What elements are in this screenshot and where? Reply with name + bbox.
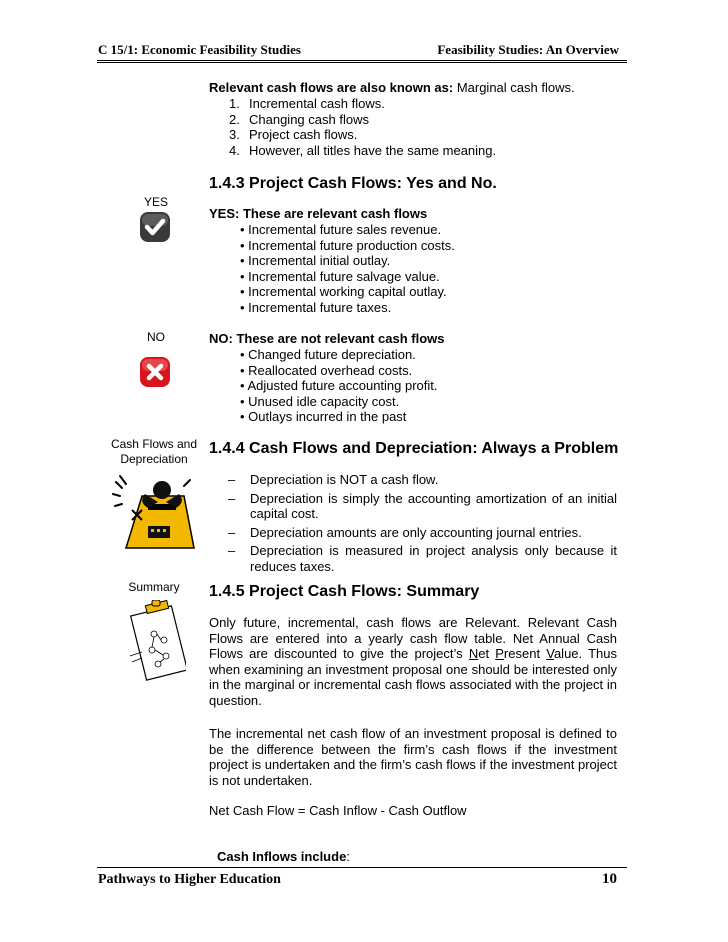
- header-left: C 15/1: Economic Feasibility Studies: [98, 42, 301, 57]
- header-right: Feasibility Studies: An Overview: [437, 42, 619, 57]
- clipboard-icon: [124, 600, 186, 682]
- list-item: 2. Changing cash flows: [229, 111, 369, 127]
- net-cash-flow-formula: Net Cash Flow = Cash Inflow - Cash Outflow: [209, 803, 467, 818]
- list-item: • Incremental initial outlay.: [240, 253, 391, 269]
- list-item: • Incremental future salvage value.: [240, 268, 440, 284]
- header-rule: [97, 60, 627, 63]
- list-item: – Depreciation is measured in project analysis only because it reduces taxes.: [228, 543, 617, 574]
- footer-left: Pathways to Higher Education: [98, 872, 281, 887]
- yes-title: YES: These are relevant cash flows: [209, 206, 428, 221]
- list-item: – Depreciation is NOT a cash flow.: [228, 472, 439, 487]
- list-item: – Depreciation is simply the accounting amortization of an initial capital cost.: [228, 490, 617, 522]
- no-title: NO: These are not relevant cash flows: [209, 331, 445, 346]
- depreciation-list: [228, 472, 617, 575]
- depreciation-side-label-line1: Cash Flows and: [110, 437, 198, 451]
- list-item: 3. Project cash flows.: [229, 127, 358, 143]
- footer-rule: [97, 867, 627, 868]
- depreciation-side-label-line2: Depreciation: [120, 452, 188, 466]
- no-list: [240, 347, 438, 425]
- list-item: • Incremental future production costs.: [240, 237, 455, 253]
- summary-paragraph-2: The incremental net cash flow of an investment proposal is defined to be the difference between the firm’s cash flows if the investment project is undertaken and the firm’s cash flows if the investment project is not undertaken.: [209, 726, 617, 788]
- relevant-intro-rest: Marginal cash flows.: [453, 80, 575, 95]
- section-heading-144: 1.4.4 Cash Flows and Depreciation: Always a Problem: [209, 440, 619, 457]
- stressed-calculator-icon: [112, 474, 196, 550]
- summary-side-label: Summary: [128, 580, 180, 594]
- cash-inflows-heading: Cash Inflows include:: [217, 849, 350, 864]
- checkmark-icon: [139, 211, 171, 243]
- summary-paragraph-1: Only future, incremental, cash flows are Relevant. Relevant Cash Flows are entered into a yearly cash flow table. Net Annual Cash Flows are discounted to give the project’s Net Present Value. Thus when examining an investment proposal one should be interested only in the marginal or incremental cash flows associated with the project in question.: [209, 615, 617, 708]
- relevant-intro: [209, 80, 629, 96]
- yes-list: [240, 222, 455, 316]
- list-item: • Reallocated overhead costs.: [240, 362, 413, 378]
- list-item: • Changed future depreciation.: [240, 347, 416, 362]
- relevant-list: [229, 96, 496, 158]
- list-item: • Incremental working capital outlay.: [240, 284, 447, 300]
- list-item: – Depreciation amounts are only accounting journal entries.: [228, 524, 582, 540]
- list-item: • Outlays incurred in the past: [240, 409, 407, 425]
- list-item: • Adjusted future accounting profit.: [240, 378, 438, 394]
- page-number: 10: [602, 871, 617, 887]
- section-heading-143: 1.4.3 Project Cash Flows: Yes and No.: [209, 175, 497, 192]
- section-heading-145: 1.4.5 Project Cash Flows: Summary: [209, 583, 480, 600]
- list-item: 4. However, all titles have the same meaning.: [229, 142, 497, 158]
- yes-label: YES: [143, 195, 168, 209]
- list-item: • Unused idle capacity cost.: [240, 393, 400, 409]
- relevant-intro-bold: Relevant cash flows are also known as:: [209, 80, 454, 95]
- list-item: • Incremental future taxes.: [240, 299, 392, 315]
- depreciation-side-label: [108, 437, 200, 467]
- x-mark-icon: [139, 356, 171, 388]
- list-item: 1. Incremental cash flows.: [229, 96, 385, 111]
- list-item: • Incremental future sales revenue.: [240, 222, 442, 237]
- no-label: NO: [147, 330, 165, 344]
